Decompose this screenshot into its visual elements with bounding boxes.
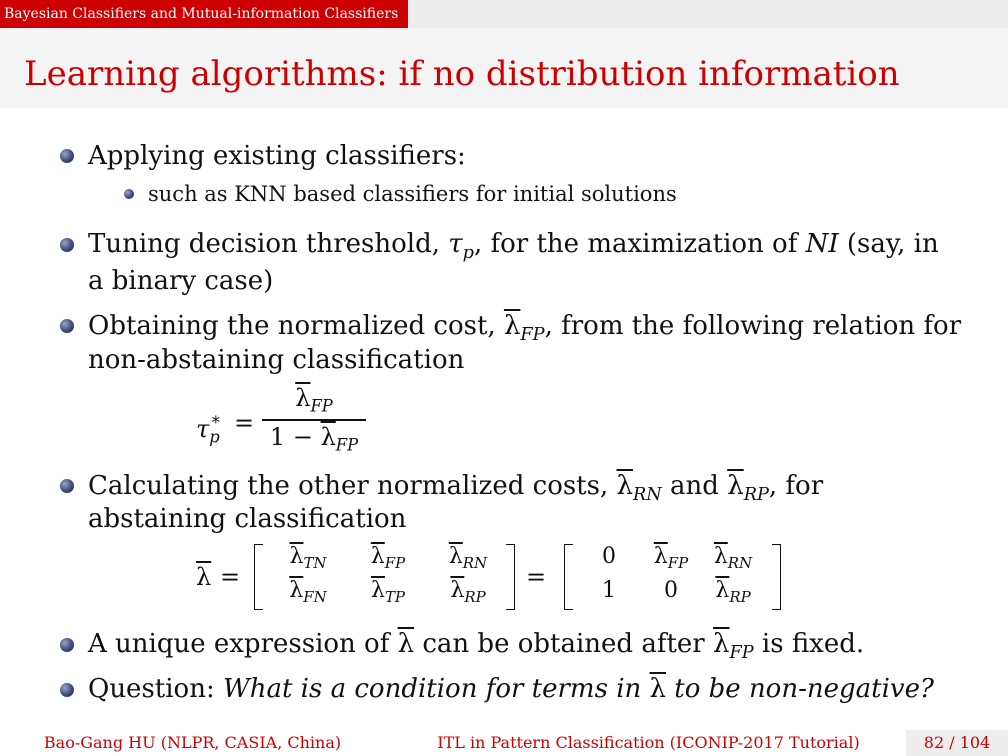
bullet-question [88,672,934,706]
text: Calculating the other normalized costs, [88,471,617,501]
matrix-cell: $\overline{\lambda}_{RN}$ [448,544,488,573]
lambda-matrix-lhs [196,562,211,592]
footer [0,730,1008,756]
bullet-tuning-line2: a binary case) [88,266,274,296]
matrix-cell: $\overline{\lambda}_{RP}$ [450,578,486,607]
bullet-icon [60,319,74,333]
text: Tuning decision threshold, [88,229,449,259]
bullet-icon [60,683,74,697]
bullet-icon [60,638,74,652]
tau-subscript: p [209,427,220,447]
matrix-cell: $\overline{\lambda}_{FP}$ [370,544,406,573]
tau-superscript: * [211,413,220,432]
lambda-subscript: FP [335,435,359,455]
bullet-unique [88,627,864,670]
lambda-symbol: $\overline{\lambda}$ [712,629,730,659]
bullet-obtaining-line2: non-abstaining classification [88,345,465,375]
lambda-symbol: $\overline{\lambda}$ [616,471,633,501]
footer-author: Bao-Gang HU (NLPR, CASIA, China) [0,730,385,756]
tau-subscript: p [462,243,474,264]
lambda-subscript: RP [743,485,769,506]
ni-symbol: NI [805,229,839,259]
lambda-subscript: FP [310,396,333,416]
matrix-cell: $\overline{\lambda}_{TN}$ [289,544,327,573]
section-bar [0,0,1008,28]
lambda-symbol: $\overline{\lambda}$ [295,384,311,412]
text: Obtaining the normalized cost, [88,311,504,341]
text: can be obtained after [414,629,713,659]
lambda-symbol: $\overline{\lambda}$ [727,471,744,501]
bullet-calculating-line2: abstaining classification [88,504,407,534]
bullet-applying: Applying existing classifiers: [88,141,466,171]
text: A unique expression of [88,629,398,659]
question-text: to be non-negative? [666,674,934,704]
matrix-cell: $\overline{\lambda}_{RP}$ [715,578,751,607]
footer-talk-title: ITL in Pattern Classification (ICONIP-2017 Tutorial) [396,730,901,756]
matrix-cell: $\overline{\lambda}_{FN}$ [289,578,327,607]
section-title: Bayesian Classifiers and Mutual-information Classifiers [0,0,408,28]
left-bracket [254,544,263,610]
right-bracket [506,544,515,610]
matrix-cell: $\overline{\lambda}_{FP}$ [653,544,689,573]
bullet-icon [60,238,74,252]
slide-title: Learning algorithms: if no distribution information [24,54,900,94]
footer-page-number: 82 / 104 [906,730,1008,756]
text: , from the following relation for [544,311,962,341]
bullet-icon [60,479,74,493]
sub-bullet-icon [124,189,134,199]
text: is fixed. [753,629,865,659]
matrix-cell: 0 [664,578,678,603]
equals-sign: = [526,563,547,591]
matrix-cell: $\overline{\lambda}_{TP}$ [371,578,405,607]
matrix-cell: $\overline{\lambda}_{RN}$ [713,544,753,573]
lambda-symbol: $\overline{\lambda}$ [503,311,521,341]
question-text: What is a condition for terms in [222,674,650,704]
lambda-symbol: $\overline{\lambda}$ [649,674,667,704]
text: , for [768,471,824,501]
tau-symbol: τ [448,229,463,259]
sub-bullet-knn: such as KNN based classifiers for initial solutions [148,182,677,206]
lambda-symbol: $\overline{\lambda}$ [320,423,336,451]
text: , for the maximization of [473,229,806,259]
lambda-symbol: $\overline{\lambda}$ [397,629,415,659]
lambda-subscript: FP [729,643,754,664]
text: (say, in [838,229,939,259]
tau-symbol: τ [196,414,210,443]
bullet-icon [60,149,74,163]
lambda-symbol: $\overline{\lambda}$ [196,563,212,591]
left-bracket [564,544,573,610]
text: and [661,471,728,501]
lambda-subscript: FP [520,325,545,346]
fraction-line [262,419,366,421]
lambda-subscript: RN [633,485,662,506]
tau-star [196,408,220,453]
equals-sign: = [220,563,241,591]
matrix-cell: 1 [602,578,616,603]
text: 1 − [269,423,321,451]
fraction-denominator [262,423,366,455]
equals-sign: = [234,409,255,437]
matrix-cell: 0 [602,544,616,569]
text: Question: [88,674,223,704]
right-bracket [772,544,781,610]
fraction-numerator [262,384,366,416]
